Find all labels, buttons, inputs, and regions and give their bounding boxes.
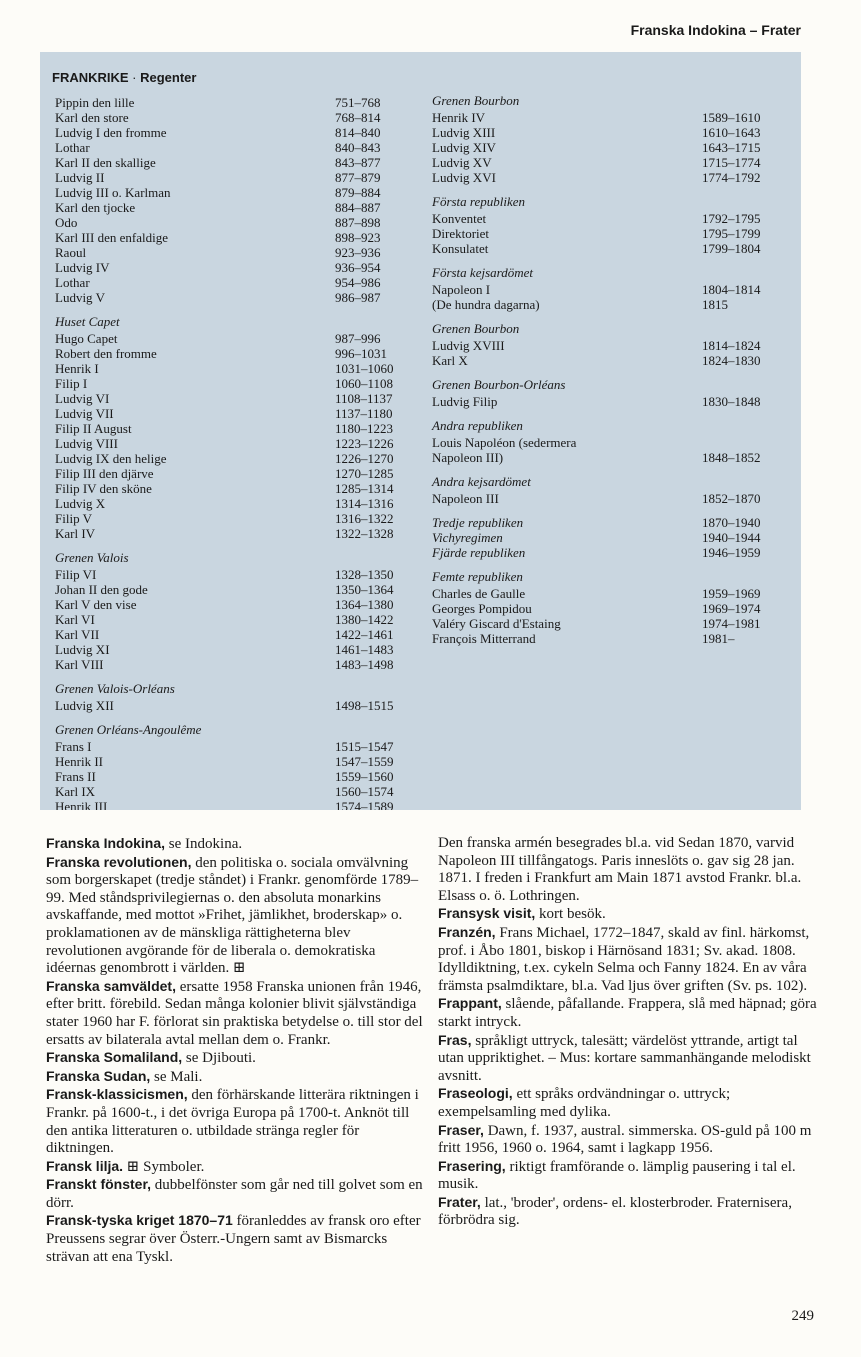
regent-name: Karl III den enfaldige [55, 230, 168, 245]
table-section [432, 93, 761, 185]
regent-row [55, 466, 394, 481]
dictionary-entry [438, 835, 823, 905]
regent-name: Frans I [55, 739, 92, 754]
table-section [432, 377, 761, 409]
table-section [432, 265, 761, 312]
section-heading: Grenen Valois-Orléans [55, 681, 175, 696]
regent-years: 1610–1643 [702, 125, 761, 140]
regent-name: Napoleon I [432, 282, 491, 297]
regent-row [55, 754, 394, 769]
regent-row [432, 297, 761, 312]
section-heading: Andra republiken [432, 418, 523, 433]
entry-body: dubbelfönster som går ned till golvet som en dörr. [46, 1177, 423, 1211]
entry-headword: Frater, [438, 1193, 481, 1210]
regent-name: Louis Napoléon (sedermera [432, 435, 577, 450]
regent-years: 1422–1461 [335, 627, 394, 642]
regent-years: 1223–1226 [335, 436, 394, 451]
regent-years: 1974–1981 [702, 616, 761, 631]
section-heading: Huset Capet [55, 314, 120, 329]
table-title: FRANKRIKE · Regenter [52, 70, 197, 85]
regent-row [55, 361, 394, 376]
dictionary-entry [46, 1176, 428, 1212]
regent-name: Lothar [55, 140, 90, 155]
table-section [432, 194, 761, 256]
entry-headword: Fransysk visit, [438, 905, 536, 922]
section-heading: Grenen Bourbon-Orléans [432, 377, 566, 392]
regent-years: 936–954 [335, 260, 381, 275]
regent-name: Ludvig II [55, 170, 105, 185]
regent-row [55, 784, 394, 799]
dictionary-entry [438, 905, 823, 924]
entry-headword: Franska Somaliland, [46, 1049, 183, 1066]
dictionary-entry [438, 924, 823, 995]
regent-name: Karl IX [55, 784, 96, 799]
dictionary-entry [46, 1068, 428, 1087]
regent-years: 1328–1350 [335, 567, 394, 582]
table-section [55, 95, 394, 305]
regent-years: 1959–1969 [702, 586, 761, 601]
table-section [55, 550, 394, 672]
regent-name: Georges Pompidou [432, 601, 532, 616]
regent-row [55, 451, 394, 466]
regent-years: 887–898 [335, 215, 381, 230]
regent-name: Ludvig IX den helige [55, 451, 167, 466]
regent-years: 1060–1108 [335, 376, 394, 391]
regent-name: Konventet [432, 211, 487, 226]
regent-row [55, 769, 394, 784]
regent-name: Filip IV den sköne [55, 481, 152, 496]
regent-name: Ludvig VII [55, 406, 114, 421]
dictionary-entry [46, 1158, 428, 1177]
entries-right-column [438, 835, 823, 1230]
regent-name: Filip II August [55, 421, 132, 436]
dictionary-entry [46, 835, 428, 854]
table-section [432, 515, 761, 560]
regent-row [432, 586, 761, 601]
regent-name: Hugo Capet [55, 331, 118, 346]
entry-body: kort besök. [535, 906, 606, 923]
table-left-column [55, 95, 394, 810]
regent-name: Fjärde republiken [432, 545, 526, 560]
regent-years: 1574–1589 [335, 799, 394, 810]
regent-name: Filip VI [55, 567, 97, 582]
table-right-column [432, 93, 761, 655]
section-heading: Grenen Bourbon [432, 93, 520, 108]
regent-row [55, 799, 394, 810]
regent-row [432, 155, 761, 170]
regent-name: Karl VII [55, 627, 100, 642]
section-heading: Grenen Bourbon [432, 321, 520, 336]
regent-row [55, 275, 394, 290]
entry-headword: Frasering, [438, 1157, 506, 1174]
regent-name: Karl VIII [55, 657, 104, 672]
regent-row [432, 110, 761, 125]
regent-name: Pippin den lille [55, 95, 135, 110]
regent-years: 879–884 [335, 185, 381, 200]
regent-row [432, 226, 761, 241]
regent-years: 1226–1270 [335, 451, 394, 466]
regent-row [432, 140, 761, 155]
table-section [432, 321, 761, 368]
entry-headword: Fraser, [438, 1121, 484, 1138]
regent-name: Henrik II [55, 754, 104, 769]
regent-name: Napoleon III) [432, 450, 504, 465]
dictionary-entry [438, 1194, 823, 1230]
regent-row [432, 545, 761, 560]
regent-row [55, 496, 394, 511]
regent-name: Filip I [55, 376, 88, 391]
regent-years: 986–987 [335, 290, 381, 305]
regent-years: 877–879 [335, 170, 381, 185]
regent-name: Ludvig IV [55, 260, 110, 275]
table-section [55, 314, 394, 541]
entry-headword: Frappant, [438, 995, 502, 1012]
regent-name: Henrik IV [432, 110, 486, 125]
regent-years: 1031–1060 [335, 361, 394, 376]
dictionary-entry [438, 1122, 823, 1158]
regent-years: 1830–1848 [702, 394, 761, 409]
regent-name: Napoleon III [432, 491, 499, 506]
regent-years: 1285–1314 [335, 481, 394, 496]
entry-headword: Franska revolutionen, [46, 853, 192, 870]
regent-row [55, 698, 394, 713]
regent-years: 1981– [702, 631, 735, 646]
regent-row [432, 338, 761, 353]
regent-name: Ludvig Filip [432, 394, 498, 409]
regent-row [55, 245, 394, 260]
entry-body: se Djibouti. [182, 1050, 256, 1067]
table-section [55, 681, 394, 713]
entry-body: lat., 'broder', ordens- el. klosterbroder. Fraternisera, förbrödra sig. [438, 1194, 792, 1229]
regent-row [55, 140, 394, 155]
regent-years: 1799–1804 [702, 241, 761, 256]
entry-headword: Fransk-tyska kriget 1870–71 [46, 1212, 233, 1229]
regent-name: François Mitterrand [432, 631, 536, 646]
regent-years: 1870–1940 [702, 515, 761, 530]
regent-years: 1848–1852 [702, 450, 761, 465]
regent-row [55, 215, 394, 230]
regent-row [55, 627, 394, 642]
regent-name: Karl den tjocke [55, 200, 136, 215]
entry-headword: Franska samväldet, [46, 977, 176, 994]
regent-row [432, 631, 761, 646]
regent-years: 1380–1422 [335, 612, 394, 627]
regent-years: 814–840 [335, 125, 381, 140]
regent-name: Ludvig XI [55, 642, 110, 657]
regent-row [55, 230, 394, 245]
entry-body: se Mali. [150, 1068, 203, 1085]
entry-body: ersatte 1958 Franska unionen från 1946, efter britt. förebild. Sedan många kolonier blivit självständiga stater 1960 har F. förlorat sin praktiska betydelse o. till stor del ersatts av bilaterala avtal mellan dem o. Frankr. [46, 978, 423, 1048]
regent-row [55, 436, 394, 451]
table-title-main: FRANKRIKE [52, 70, 129, 85]
regent-name: Lothar [55, 275, 90, 290]
regent-name: Tredje republiken [432, 515, 524, 530]
entry-body: språkligt uttryck, talesätt; värdelöst yttrande, artigt tal utan uppriktighet. – Mus: kortare sammanhängande melodiskt avsnitt. [438, 1032, 811, 1084]
regent-row [55, 391, 394, 406]
regent-row [432, 125, 761, 140]
regent-name: Karl II den skallige [55, 155, 156, 170]
regent-years: 1824–1830 [702, 353, 761, 368]
regent-row [432, 601, 761, 616]
dictionary-entry [438, 1085, 823, 1121]
regent-row [55, 95, 394, 110]
entry-body: Den franska armén besegrades bl.a. vid Sedan 1870, varvid Napoleon III tillfångatogs. Paris inneslöts o. gav sig 28 jan. 1871. I freden i Frankfurt am Main 1871 avstod Frankr. bl.a. Elsass o. ö. Lothringen. [438, 835, 802, 904]
regent-row [55, 582, 394, 597]
regent-years: 1795–1799 [702, 226, 761, 241]
regent-name: Ludvig I den fromme [55, 125, 167, 140]
regent-name: Raoul [55, 245, 87, 260]
entry-headword: Franska Indokina, [46, 835, 166, 851]
regent-row [55, 331, 394, 346]
dictionary-entry [46, 1212, 428, 1266]
regent-years: 1774–1792 [702, 170, 761, 185]
regent-row [55, 597, 394, 612]
regent-name: Ludvig XII [55, 698, 114, 713]
table-section [432, 418, 761, 465]
regent-row [55, 376, 394, 391]
section-heading: Andra kejsardömet [432, 474, 531, 489]
regent-row [55, 200, 394, 215]
entry-headword: Franzén, [438, 923, 496, 940]
regent-years: 1322–1328 [335, 526, 394, 541]
regent-years: 1560–1574 [335, 784, 394, 799]
entry-body: Frans Michael, 1772–1847, skald av finl. härkomst, prof. i Åbo 1801, biskop i Härnösand 1831; Sv. akad. 1808. Idylldiktning, t.ex. cykeln Selma och Fanny 1824. En av våra främsta psalmdiktare, bl.a. Vad ljus över griften (Sv. ps. 102). [438, 924, 810, 994]
regent-name: Ludvig V [55, 290, 105, 305]
regent-years: 1108–1137 [335, 391, 393, 406]
regent-row [55, 260, 394, 275]
entry-body: riktigt framförande o. lämplig pausering i tal el. musik. [438, 1158, 796, 1193]
regent-row [432, 491, 761, 506]
regent-years: 751–768 [335, 95, 381, 110]
dictionary-entry [46, 854, 428, 978]
regent-name: Filip III den djärve [55, 466, 154, 481]
dictionary-entry [46, 1049, 428, 1068]
regent-row [432, 394, 761, 409]
regent-name: Vichyregimen [432, 530, 503, 545]
regent-row [55, 657, 394, 672]
regent-years: 1498–1515 [335, 698, 394, 713]
regent-years: 1559–1560 [335, 769, 394, 784]
regent-row [432, 211, 761, 226]
entry-headword: Franskt fönster, [46, 1176, 152, 1193]
regent-years: 1643–1715 [702, 140, 761, 155]
regent-name: Ludvig XIV [432, 140, 496, 155]
regent-name: Konsulatet [432, 241, 489, 256]
regent-years: 1940–1944 [702, 530, 761, 545]
regent-row [55, 526, 394, 541]
regent-row [55, 110, 394, 125]
regent-row [55, 739, 394, 754]
regent-years: 1804–1814 [702, 282, 761, 297]
regent-years: 1364–1380 [335, 597, 394, 612]
regent-row [55, 170, 394, 185]
entry-body: ⊞ Symboler. [123, 1158, 205, 1175]
regent-years: 843–877 [335, 155, 381, 170]
dictionary-entry [438, 995, 823, 1031]
running-header: Franska Indokina – Frater [630, 22, 801, 38]
regent-name: Henrik III [55, 799, 108, 810]
dictionary-entry [46, 978, 428, 1049]
regent-row [432, 282, 761, 297]
table-section [432, 569, 761, 646]
regent-name: (De hundra dagarna) [432, 297, 540, 312]
regent-years: 1137–1180 [335, 406, 393, 421]
regent-name: Ludvig XV [432, 155, 492, 170]
entry-body: föranleddes av fransk oro efter Preussens segrar över Österr.-Ungern samt av Bismarcks strävan att ena Tyskl. [46, 1213, 421, 1265]
table-section [55, 722, 394, 810]
regent-name: Johan II den gode [55, 582, 148, 597]
regent-row [432, 241, 761, 256]
regent-years: 768–814 [335, 110, 381, 125]
section-heading: Första republiken [432, 194, 526, 209]
regent-years: 996–1031 [335, 346, 387, 361]
regent-row [55, 155, 394, 170]
entry-body: Dawn, f. 1937, austral. simmerska. OS-guld på 100 m fritt 1956, 1960 o. 1964, samt i lagkapp 1956. [438, 1122, 812, 1157]
regent-name: Robert den fromme [55, 346, 157, 361]
section-heading: Första kejsardömet [432, 265, 533, 280]
regent-row [432, 435, 761, 450]
table-section [432, 474, 761, 506]
regent-name: Karl IV [55, 526, 96, 541]
regent-row [432, 515, 761, 530]
regent-row [432, 450, 761, 465]
regent-row [55, 406, 394, 421]
regent-row [432, 170, 761, 185]
entry-body: den förhärskande litterära riktningen i Frankr. på 1600-t., i det övriga Europa på 1700-t. Anknöt till den antika litteraturen o. utbildade stränga regler för diktningen. [46, 1087, 419, 1157]
entry-headword: Fraseologi, [438, 1085, 513, 1102]
entry-body: den politiska o. sociala omvälvning som borgerskapet (tredje ståndet) i Frankr. genomförde 1789–99. Med ståndsprivilegiernas o. den absoluta monarkins avskaffande, med mottot »Frihet, jämlikhet, broderskap» o. proklamationen av de mänskliga rättigheterna blev revolutionen avgörande för de liberala o. demokratiska idéernas genombrott i världen. ⊞ [46, 854, 419, 977]
regent-row [55, 125, 394, 140]
regent-row [55, 346, 394, 361]
regent-years: 1270–1285 [335, 466, 394, 481]
page-number: 249 [791, 1308, 814, 1324]
regent-name: Frans II [55, 769, 96, 784]
entry-body: slående, påfallande. Frappera, slå med häpnad; göra starkt intryck. [438, 996, 817, 1030]
entry-body: ett språks ordvändningar o. uttryck; exempelsamling med dylika. [438, 1086, 731, 1120]
regent-years: 1547–1559 [335, 754, 394, 769]
regent-name: Direktoriet [432, 226, 490, 241]
regent-row [55, 612, 394, 627]
regent-row [55, 511, 394, 526]
regent-years: 840–843 [335, 140, 381, 155]
regent-years: 1946–1959 [702, 545, 761, 560]
regent-years: 1316–1322 [335, 511, 394, 526]
regent-years: 1969–1974 [702, 601, 761, 616]
regent-name: Ludvig X [55, 496, 106, 511]
entries-left-column [46, 835, 428, 1266]
regent-years: 1515–1547 [335, 739, 394, 754]
entry-headword: Fras, [438, 1031, 472, 1048]
regent-row [432, 353, 761, 368]
regent-name: Karl V den vise [55, 597, 137, 612]
regent-name: Ludvig VI [55, 391, 110, 406]
entry-headword: Franska Sudan, [46, 1067, 151, 1084]
entry-headword: Fransk-klassicismen, [46, 1086, 188, 1103]
regent-name: Ludvig III o. Karlman [55, 185, 171, 200]
regent-years: 1180–1223 [335, 421, 394, 436]
regent-years: 1852–1870 [702, 491, 761, 506]
section-heading: Grenen Valois [55, 550, 129, 565]
regent-name: Valéry Giscard d'Estaing [432, 616, 561, 631]
regent-row [55, 567, 394, 582]
regent-row [55, 290, 394, 305]
regent-years: 1350–1364 [335, 582, 394, 597]
regent-years: 1792–1795 [702, 211, 761, 226]
table-title-sub: Regenter [140, 70, 197, 85]
regent-years: 1715–1774 [702, 155, 761, 170]
regent-name: Ludvig XVI [432, 170, 496, 185]
regent-name: Filip V [55, 511, 92, 526]
regent-name: Karl X [432, 353, 468, 368]
regent-years: 954–986 [335, 275, 381, 290]
regent-name: Ludvig XVIII [432, 338, 505, 353]
regent-years: 1314–1316 [335, 496, 394, 511]
entry-headword: Fransk lilja. [46, 1157, 124, 1174]
entry-body: se Indokina. [165, 836, 243, 852]
regent-name: Charles de Gaulle [432, 586, 526, 601]
regent-name: Ludvig XIII [432, 125, 496, 140]
regent-name: Ludvig VIII [55, 436, 118, 451]
regent-years: 1814–1824 [702, 338, 761, 353]
regent-row [55, 481, 394, 496]
regent-years: 898–923 [335, 230, 381, 245]
regent-years: 1483–1498 [335, 657, 394, 672]
dictionary-entry [46, 1086, 428, 1157]
regent-row [55, 185, 394, 200]
regent-years: 1461–1483 [335, 642, 394, 657]
regent-row [55, 642, 394, 657]
section-heading: Grenen Orléans-Angoulême [55, 722, 202, 737]
regent-row [55, 421, 394, 436]
regent-years: 884–887 [335, 200, 381, 215]
dictionary-entry [438, 1158, 823, 1194]
regent-name: Odo [55, 215, 78, 230]
regent-row [432, 530, 761, 545]
dictionary-entry [438, 1032, 823, 1086]
regent-row [432, 616, 761, 631]
regent-years: 923–936 [335, 245, 381, 260]
regent-name: Karl VI [55, 612, 95, 627]
regent-name: Henrik I [55, 361, 99, 376]
section-heading: Femte republiken [432, 569, 523, 584]
regent-years: 1589–1610 [702, 110, 761, 125]
regent-name: Karl den store [55, 110, 129, 125]
regent-years: 1815 [702, 297, 728, 312]
regent-years: 987–996 [335, 331, 381, 346]
regents-table [40, 52, 801, 810]
